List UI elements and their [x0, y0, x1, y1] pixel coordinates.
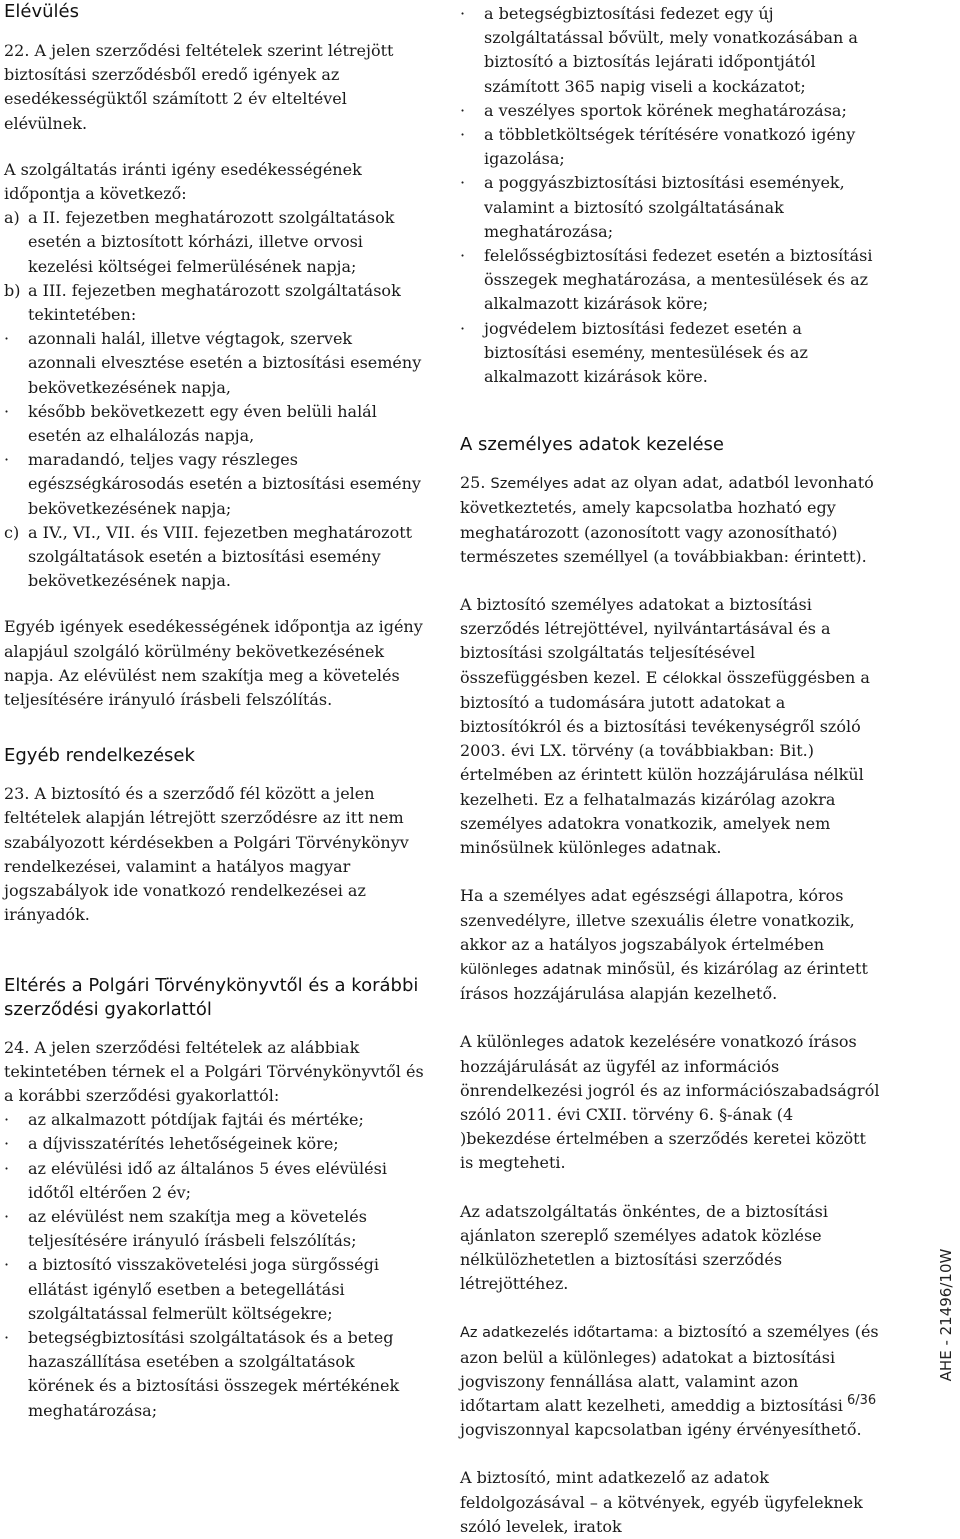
item-marker: c): [4, 522, 20, 542]
defined-term: különleges adatnak: [460, 961, 602, 978]
item-text: a II. fejezetben meghatározott szolgáltatások esetén a biztosított kórházi, illetve orvosi kezelési költségei felmerülésének napja;: [28, 208, 395, 276]
continued-deviation-list: [460, 2, 880, 389]
defined-term: Az adatkezelés időtartama:: [460, 1325, 659, 1342]
other-claims-paragraph: Egyéb igények esedékességének időpontja az igény alapjául szolgáló körülmény bekövetkezésének napja. Az elévülést nem szakítja meg a követelés teljesítésére irányuló írásbeli felszólítás.: [4, 617, 423, 710]
list-item: · a többletköltségek térítésére vonatkozó igény igazolása;: [460, 123, 880, 171]
list-item: · a betegségbiztosítási fedezet egy új szolgáltatással bővült, mely vonatkozásában a biztosító a biztosítás lejárati időpontjától számított 365 napig viseli a kockázatot;: [460, 2, 880, 99]
purpose-paragraph: [460, 593, 880, 860]
list-item: · azonnali halál, illetve végtagok, szervek azonnali elvesztése esetén a biztosítási esemény bekövetkezésének napja,: [4, 327, 424, 400]
item-c: [4, 521, 424, 594]
list-item: · az elévülést nem szakítja meg a követelés teljesítésére irányuló írásbeli felszólítás;: [4, 1205, 424, 1253]
item-text: a IV., VI., VII. és VIII. fejezetben meghatározott szolgáltatások esetén a biztosítási esemény bekövetkezésének napja.: [28, 522, 413, 591]
heading-other-provisions: Egyéb rendelkezések: [4, 745, 195, 767]
heading-lapse: Elévülés: [4, 1, 79, 22]
defined-term: Személyes adat: [490, 476, 606, 493]
list-item: · jogvédelem biztosítási fedezet esetén a biztosítási esemény, mentesülések és az alkalmazott kizárások köre.: [460, 317, 880, 390]
list-item: · később bekövetkezett egy éven belüli halál esetén az elhalálozás napja,: [4, 400, 424, 448]
item-text: a III. fejezetben meghatározott szolgáltatások tekintetében:: [28, 280, 401, 325]
list-item: · a biztosító visszakövetelési joga sürgősségi ellátást igénylő esetben a betegellátási szolgáltatással felmerült költségekre;: [4, 1253, 424, 1326]
text-run: minősül, és kizárólag az érintett írásos hozzájárulása alapján kezelhető.: [460, 958, 868, 1004]
clause-text: A jelen szerződési feltételek az alábbiak tekintetében térnek el a Polgári Törvénykönyvtől és a korábbi szerződési gyakorlattól:: [4, 1037, 424, 1105]
item-marker: b): [4, 280, 21, 300]
b-sublist: [4, 327, 424, 521]
clause-number: 23.: [4, 784, 35, 804]
page-number: 6/36: [847, 1393, 877, 1408]
clause-number: 22.: [4, 41, 35, 60]
text-run: Ha a személyes adat egészségi állapotra, kóros szenvedélyre, illetve szexuális életre vonatkozik, akkor az a hatályos jogszabályok értelmében: [460, 886, 855, 954]
list-item: · a veszélyes sportok körének meghatározása;: [460, 99, 880, 123]
item-b: [4, 279, 424, 521]
left-column: [4, 0, 424, 1423]
heading-deviation: Eltérés a Polgári Törvénykönyvtől és a korábbi szerződési gyakorlattól: [4, 974, 419, 1020]
list-item: · maradandó, teljes vagy részleges egészségkárosodás esetén a biztosítási esemény bekövetkezésének napja;: [4, 448, 424, 521]
clause-number: 25.: [460, 473, 491, 493]
clause-text: A jelen szerződési feltételek szerint létrejött biztosítási szerződésből eredő igények az esedékességüktől számított 2 év elteltével elévülnek.: [4, 41, 394, 133]
defined-term: célokkal: [662, 670, 722, 687]
item-a: [4, 206, 424, 279]
paragraph-22: [4, 39, 424, 136]
text-run: a biztosító a személyes (és azon belül a különleges) adatokat a biztosítási jogviszony fennállása alatt, valamint azon időtartam alatt kezelheti, ameddig a biztosítási jogviszonnyal kapcsolatban igény érvényesíthető.: [460, 1322, 879, 1440]
clause-text: A biztosító és a szerződő fél között a jelen feltételek alapján létrejött szerződésre az itt nem szabályozott kérdésekben a Polgári Törvénykönyv rendelkezései, valamint a hatályos magyar jogszabályok ide vonatkozó rendelkezései az irányadók.: [4, 784, 409, 925]
paragraph-25: [460, 471, 880, 569]
voluntary-paragraph: Az adatszolgáltatás önkéntes, de a biztosítási ajánlaton szereplő személyes adatok közlése nélkülözhetetlen a biztosítási szerződés létrejöttéhez.: [460, 1201, 828, 1294]
clause-text: az olyan adat, adatból levonható következtetés, amely kapcsolatba hozható egy meghatározott (azonosított vagy azonosítható) természetes személlyel (a továbbiakban: érintett).: [460, 473, 874, 566]
duration-paragraph: [460, 1320, 880, 1442]
due-date-intro: A szolgáltatás iránti igény esedékességének időpontja a következő:: [4, 159, 362, 204]
special-data-paragraph: [460, 884, 880, 1006]
heading-personal-data: A személyes adatok kezelése: [460, 434, 724, 456]
deviation-list: [4, 1108, 424, 1423]
processor-paragraph: A biztosító, mint adatkezelő az adatok feldolgozásával – a kötvények, egyéb ügyfeleknek szóló levelek, iratok: [460, 1468, 863, 1536]
list-item: · az elévülési idő az általános 5 éves elévülési időtől eltérően 2 év;: [4, 1157, 424, 1205]
list-item: · a poggyászbiztosítási biztosítási események, valamint a biztosító szolgáltatásának meghatározása;: [460, 171, 880, 244]
right-column: [460, 0, 880, 1539]
list-item: · felelősségbiztosítási fedezet esetén a biztosítási összegek meghatározása, a mentesülések és az alkalmazott kizárások köre;: [460, 244, 880, 317]
written-consent-paragraph: A különleges adatok kezelésére vonatkozó írásos hozzájárulását az ügyfél az információs önrendelkezési jogról és az információszabadságról szóló 2011. évi CXII. törvény 6. §-ának (4 )bekezdése értelmében a szerződés keretei között is megteheti.: [460, 1032, 880, 1173]
paragraph-23: [4, 782, 424, 927]
paragraph-24: [4, 1036, 424, 1109]
item-marker: a): [4, 208, 20, 228]
list-item: · a díjvisszatérítés lehetőségeinek köre;: [4, 1132, 424, 1156]
clause-number: 24.: [4, 1037, 35, 1057]
text-run: A biztosító személyes adatokat a biztosítási szerződés létrejöttével, nyilvántartásával és a biztosítási szolgáltatás teljesítésével összefüggésben kezel. E: [460, 595, 831, 687]
document-code: AHE - 21496/10W: [937, 1248, 955, 1382]
list-item: · az alkalmazott pótdíjak fajtái és mértéke;: [4, 1108, 424, 1132]
text-run: összefüggésben a biztosító a tudomására jutott adatokat a biztosítókról és a biztosítási tevékenységről szóló 2003. évi LX. törvény (a továbbiakban: Bit.) értelmében az érintett külön hozzájárulása nélkül kezelheti. Ez a felhatalmazás kizárólag azokra személyes adatokra vonatkozik, amelyek nem minősülnek különleges adatnak.: [460, 667, 870, 858]
list-item: · betegségbiztosítási szolgáltatások és a beteg hazaszállítása esetében a szolgáltatások körének és a biztosítási összegek mértékének meghatározása;: [4, 1326, 424, 1423]
